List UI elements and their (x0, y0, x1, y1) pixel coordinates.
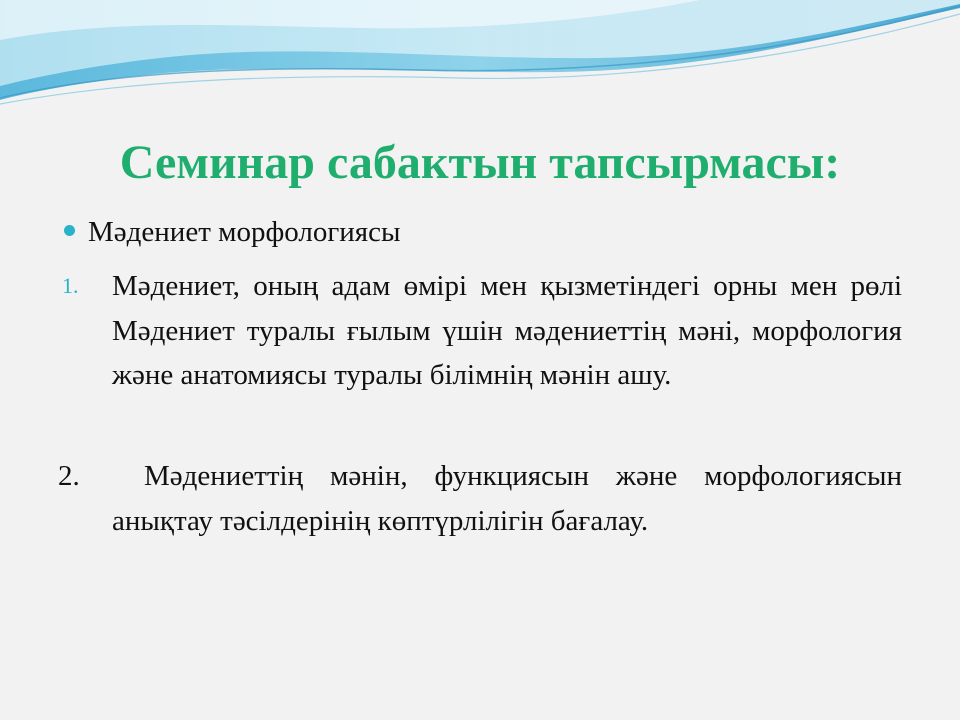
bullet-dot-icon (64, 225, 75, 236)
item-1-number: 1. (62, 273, 79, 298)
numbered-item-1 (62, 264, 902, 398)
slide-title: Семинар сабактын тапсырмасы: (119, 136, 841, 189)
item-2-number: 2. (58, 460, 80, 492)
bullet-text: Мәдениет морфологиясы (88, 216, 401, 248)
item-1-text: Мәдениет, оның адам өмірі мен қызметіндегі орны мен рөлі Мәдениет туралы ғылым үшін мәдениеттің мәні, морфология және анатомиясы туралы білімнің мәнін ашу. (112, 270, 902, 391)
header-wave-decoration (0, 0, 960, 110)
numbered-item-2 (58, 454, 902, 543)
item-2-text: Мәдениеттің мәнін, функциясын және морфологиясын анықтау тәсілдерінің көптүрлілігін бағалау. (112, 460, 902, 537)
bullet-item (88, 215, 400, 250)
